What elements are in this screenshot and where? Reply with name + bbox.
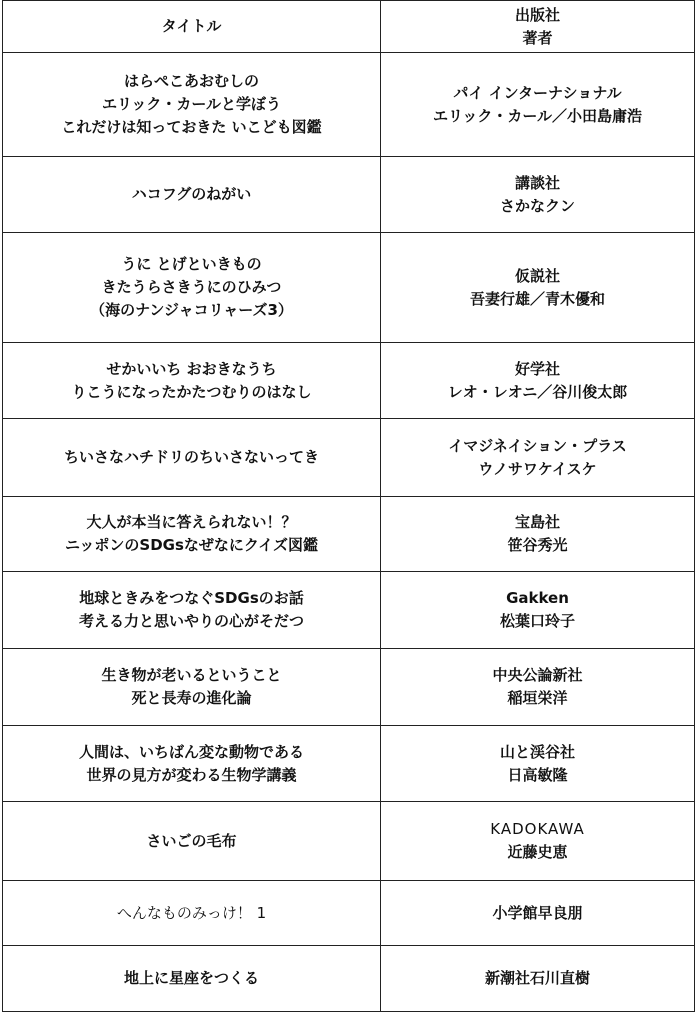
publisher-line: 仮説社 bbox=[514, 266, 560, 285]
publisher-author-line: 小学館早良朋 bbox=[492, 903, 583, 922]
title-cell bbox=[3, 233, 381, 343]
publisher-cell bbox=[381, 497, 695, 572]
header-author: 著者 bbox=[522, 28, 553, 47]
author-line: 吾妻行雄／青木優和 bbox=[469, 289, 605, 308]
publisher-line: パイ インターナショナル bbox=[453, 83, 622, 102]
table-row bbox=[3, 946, 695, 1012]
title-line: へんなものみっけ！ 1 bbox=[116, 903, 267, 922]
publisher-cell bbox=[381, 157, 695, 233]
author-line: 日高敏隆 bbox=[507, 765, 568, 784]
author-line: さかなクン bbox=[499, 196, 575, 215]
author-line: ウノサワケイスケ bbox=[478, 459, 597, 478]
header-title-cell bbox=[3, 1, 381, 53]
title-cell bbox=[3, 649, 381, 726]
header-row bbox=[3, 1, 695, 53]
publisher-cell bbox=[381, 419, 695, 497]
table-row bbox=[3, 802, 695, 881]
publisher-line: 山と渓谷社 bbox=[499, 742, 575, 761]
table-row bbox=[3, 343, 695, 419]
title-line: きたうらさきうにのひみつ bbox=[101, 278, 282, 296]
publisher-line: 講談社 bbox=[514, 173, 560, 192]
publisher-cell bbox=[381, 343, 695, 419]
title-line: これだけは知っておきた いこども図鑑 bbox=[61, 118, 322, 136]
table-row bbox=[3, 726, 695, 802]
publisher-cell bbox=[381, 726, 695, 802]
title-line: ちいさなハチドリのちいさないってき bbox=[63, 448, 319, 466]
publisher-cell bbox=[381, 802, 695, 881]
title-line: 地上に星座をつくる bbox=[123, 969, 259, 987]
table-row bbox=[3, 572, 695, 649]
author-line: 松葉口玲子 bbox=[499, 612, 575, 630]
publisher-line: Gakken bbox=[506, 589, 569, 607]
publisher-cell bbox=[381, 572, 695, 649]
title-line: せかいいち おおきなうち bbox=[106, 359, 277, 378]
title-line: うに とげといきもの bbox=[121, 255, 262, 273]
title-line: はらぺこあおむしの bbox=[123, 72, 259, 90]
book-table bbox=[2, 0, 695, 1012]
title-line: 人間は、いちばん変な動物である bbox=[78, 742, 304, 761]
publisher-line: イマジネイション・プラス bbox=[448, 436, 627, 455]
header-publisher: 出版社 bbox=[514, 5, 560, 24]
publisher-line: KADOKAWA bbox=[490, 820, 585, 838]
title-line: エリック・カールと学ぼう bbox=[101, 95, 282, 113]
author-line: 笹谷秀光 bbox=[507, 536, 568, 554]
publisher-cell bbox=[381, 233, 695, 343]
author-line: レオ・レオニ／谷川俊太郎 bbox=[447, 382, 628, 401]
title-line: ハコフグのねがい bbox=[131, 185, 252, 203]
publisher-cell bbox=[381, 946, 695, 1012]
title-cell bbox=[3, 881, 381, 946]
table-row bbox=[3, 233, 695, 343]
title-line: 生き物が老いるということ bbox=[101, 666, 282, 684]
table-row bbox=[3, 419, 695, 497]
author-line: エリック・カール／小田島庸浩 bbox=[432, 106, 643, 125]
table-row bbox=[3, 649, 695, 726]
title-cell bbox=[3, 572, 381, 649]
title-cell bbox=[3, 726, 381, 802]
table-row bbox=[3, 881, 695, 946]
publisher-author-line: 新潮社石川直樹 bbox=[484, 969, 590, 987]
publisher-cell bbox=[381, 649, 695, 726]
author-line: 稲垣栄洋 bbox=[507, 689, 568, 707]
table-row bbox=[3, 53, 695, 157]
publisher-line: 好学社 bbox=[514, 359, 560, 378]
publisher-line: 宝島社 bbox=[514, 513, 560, 531]
title-cell bbox=[3, 802, 381, 881]
table-row bbox=[3, 157, 695, 233]
title-cell bbox=[3, 53, 381, 157]
title-line: 死と長寿の進化論 bbox=[131, 689, 252, 707]
title-line: （海のナンジャコリャーズ3） bbox=[90, 301, 293, 319]
header-publisher-cell bbox=[381, 1, 695, 53]
title-line: ニッポンのSDGsなぜなにクイズ図鑑 bbox=[65, 536, 318, 554]
author-line: 近藤史恵 bbox=[507, 843, 568, 861]
title-line: りこうになったかたつむりのはなし bbox=[71, 382, 312, 401]
title-cell bbox=[3, 157, 381, 233]
publisher-line: 中央公論新社 bbox=[492, 666, 583, 684]
title-line: 大人が本当に答えられない！？ bbox=[86, 513, 297, 531]
table-row bbox=[3, 497, 695, 572]
title-cell bbox=[3, 419, 381, 497]
header-title: タイトル bbox=[161, 17, 222, 35]
publisher-cell bbox=[381, 881, 695, 946]
publisher-cell bbox=[381, 53, 695, 157]
title-line: 世界の見方が変わる生物学講義 bbox=[86, 765, 297, 784]
title-line: さいごの毛布 bbox=[146, 831, 237, 850]
title-line: 地球ときみをつなぐSDGsのお話 bbox=[79, 589, 304, 607]
title-line: 考える力と思いやりの心がそだつ bbox=[78, 612, 304, 630]
title-cell bbox=[3, 497, 381, 572]
title-cell bbox=[3, 946, 381, 1012]
title-cell bbox=[3, 343, 381, 419]
